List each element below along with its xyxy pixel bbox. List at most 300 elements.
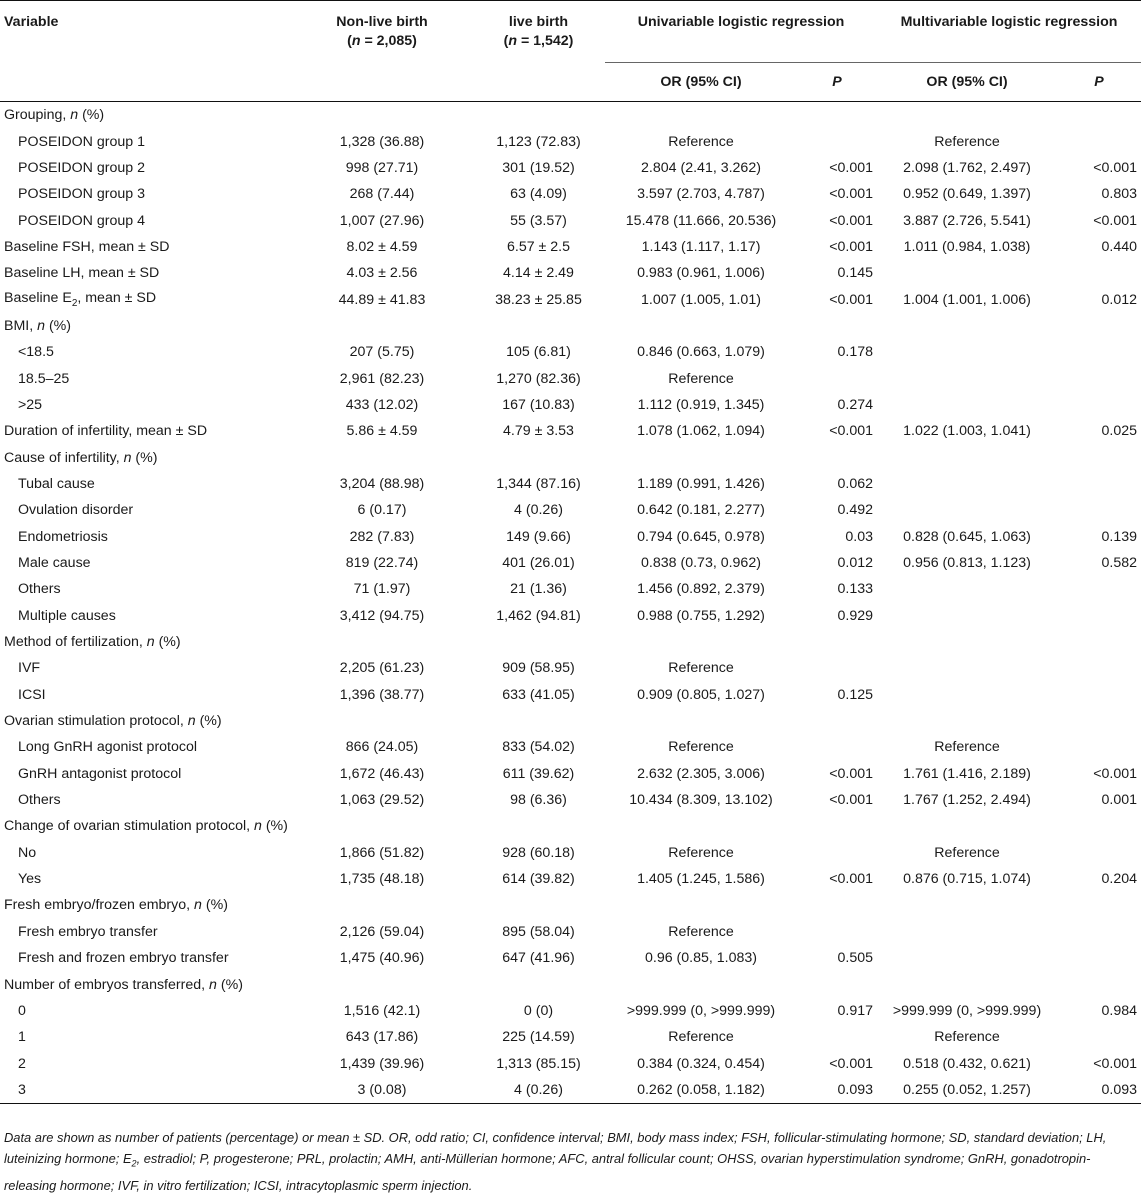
table-row [0,471,1141,497]
table-row [0,418,1141,444]
live-cell: 4.79 ± 3.53 [503,423,574,440]
nonlive-cell: 1,866 (51.82) [339,844,425,861]
row-label: Grouping, n (%) [4,107,105,124]
live-cell: 895 (58.04) [502,923,575,940]
multi-or-cell [877,392,1057,418]
multi-or-cell: Reference [934,844,1000,861]
uni-p-cell: 0.505 [837,950,874,967]
uni-p-cell: <0.001 [829,212,874,229]
row-label: Fresh embryo transfer [18,923,158,940]
row-label: Number of embryos transferred, n (%) [4,976,243,993]
live-cell: 149 (9.66) [506,528,571,545]
nonlive-cell: 1,475 (40.96) [339,950,425,967]
table-row [0,919,1141,945]
live-cell [472,892,605,918]
header-univariable: Univariable logistic regression [605,1,877,63]
nonlive-cell: 1,439 (39.96) [339,1055,425,1072]
table-row [0,840,1141,866]
live-cell: 909 (58.95) [502,660,575,677]
multi-p-cell: 0.025 [1101,423,1138,440]
table-row [0,524,1141,550]
multi-p-cell: <0.001 [1093,159,1138,176]
multi-or-cell: 1.761 (1.416, 2.189) [903,765,1031,782]
live-cell: 105 (6.81) [506,344,571,361]
table-row [0,207,1141,233]
multi-p-cell [1057,392,1141,418]
row-label: Baseline FSH, mean ± SD [4,238,170,255]
multi-p-cell [1057,919,1141,945]
row-label: Ovarian stimulation protocol, n (%) [4,713,222,730]
uni-or-cell: 2.804 (2.41, 3.262) [641,159,761,176]
multi-p-cell [1057,813,1141,839]
header-nonlive [292,1,472,102]
uni-or-cell: Reference [668,660,734,677]
uni-p-cell: <0.001 [829,186,874,203]
live-cell: 833 (54.02) [502,739,575,756]
multi-or-cell: Reference [934,1029,1000,1046]
live-cell: 225 (14.59) [502,1029,575,1046]
uni-or-cell: Reference [668,739,734,756]
multi-p-cell [1057,128,1141,154]
uni-or-cell: 1.112 (0.919, 1.345) [637,396,765,413]
uni-p-cell: 0.929 [837,607,874,624]
table-footnote [4,1127,1138,1196]
header-nonlive-label: Non-live birth [336,14,428,30]
row-label: Baseline $E_2$, mean ± SD [4,290,157,309]
table-row [0,155,1141,181]
uni-p-cell [797,734,877,760]
uni-or-cell: 10.434 (8.309, 13.102) [629,792,773,809]
row-label: POSEIDON group 2 [18,159,145,176]
live-cell: 63 (4.09) [510,186,567,203]
multi-p-cell: 0.204 [1101,871,1138,888]
multi-p-cell [1057,102,1141,129]
multi-p-cell [1057,971,1141,997]
multi-or-cell [877,971,1057,997]
table-row [0,392,1141,418]
uni-p-cell: 0.178 [837,344,874,361]
row-label: Duration of infertility, mean ± SD [4,423,208,440]
uni-or-cell: Reference [668,1029,734,1046]
multi-p-cell [1057,313,1141,339]
live-cell: 21 (1.36) [510,581,567,598]
row-label: Tubal cause [18,475,95,492]
header-multivariable: Multivariable logistic regression [877,1,1141,63]
uni-p-cell: 0.125 [837,686,874,703]
live-cell: 614 (39.82) [502,871,575,888]
uni-p-cell [797,1024,877,1050]
multi-p-cell [1057,576,1141,602]
uni-p-cell: 0.917 [837,1002,874,1019]
table-row [0,813,1141,839]
nonlive-cell: 1,007 (27.96) [339,212,425,229]
uni-p-cell [797,365,877,391]
uni-or-cell [605,102,797,129]
multi-p-cell [1057,471,1141,497]
table-row [0,708,1141,734]
live-cell: 6.57 ± 2.5 [506,238,570,255]
multi-p-cell [1057,603,1141,629]
uni-or-cell [605,813,797,839]
row-label: 2 [18,1055,26,1072]
table-row [0,576,1141,602]
multi-or-cell [877,339,1057,365]
row-label: ICSI [18,686,46,703]
header-live [472,1,605,102]
row-label: Change of ovarian stimulation protocol, n (%) [4,818,288,835]
live-cell: 301 (19.52) [502,159,575,176]
table-row [0,945,1141,971]
multi-p-cell [1057,1024,1141,1050]
row-label: <18.5 [18,344,54,361]
multi-or-cell [877,682,1057,708]
uni-or-cell: 0.983 (0.961, 1.006) [637,265,765,282]
multi-or-cell: 0.876 (0.715, 1.074) [903,871,1031,888]
uni-or-cell: 15.478 (11.666, 20.536) [625,212,777,229]
multi-or-cell: 0.828 (0.645, 1.063) [903,528,1031,545]
table-row [0,629,1141,655]
multi-or-cell [877,102,1057,129]
nonlive-cell: 4.03 ± 2.56 [346,265,418,282]
nonlive-cell: 1,063 (29.52) [339,792,425,809]
uni-or-cell: 0.262 (0.058, 1.182) [605,1077,797,1104]
header-multi-p: P [1057,63,1141,102]
table-row [0,286,1141,312]
nonlive-cell: 282 (7.83) [349,528,415,545]
row-label: POSEIDON group 3 [18,186,145,203]
nonlive-cell [292,708,472,734]
table-row [0,1077,1141,1104]
multi-or-cell [877,919,1057,945]
multi-p-cell: <0.001 [1093,212,1138,229]
row-label: Endometriosis [18,528,108,545]
multi-or-cell: 1.011 (0.984, 1.038) [903,238,1031,255]
multi-p-cell: <0.001 [1093,765,1138,782]
uni-or-cell [605,971,797,997]
table-row [0,734,1141,760]
multi-p-cell [1057,945,1141,971]
uni-p-cell: <0.001 [829,423,874,440]
row-label: Others [18,792,61,809]
multi-p-cell: 0.012 [1101,291,1138,308]
multi-or-cell [877,629,1057,655]
live-cell: 1,462 (94.81) [496,607,581,624]
uni-or-cell: Reference [668,133,734,150]
table-row [0,339,1141,365]
uni-p-cell: 0.012 [837,555,874,572]
multi-or-cell [877,576,1057,602]
live-cell: 38.23 ± 25.85 [495,291,582,308]
table-row [0,971,1141,997]
uni-or-cell: 0.642 (0.181, 2.277) [637,502,765,519]
nonlive-cell: 8.02 ± 4.59 [346,238,418,255]
row-label: Fresh embryo/frozen embryo, n (%) [4,897,228,914]
uni-p-cell: 0.062 [837,475,874,492]
multi-or-cell: 0.952 (0.649, 1.397) [903,186,1031,203]
header-uni-p: P [797,63,877,102]
uni-p-cell [797,313,877,339]
table-row [0,260,1141,286]
multi-or-cell [877,708,1057,734]
table-row [0,787,1141,813]
live-cell [472,444,605,470]
uni-or-cell: 1.007 (1.005, 1.01) [641,291,761,308]
nonlive-cell [292,444,472,470]
uni-p-cell: <0.001 [829,792,874,809]
table-row [0,998,1141,1024]
multi-or-cell: 3.887 (2.726, 5.541) [903,212,1031,229]
table-row [0,550,1141,576]
live-cell: 98 (6.36) [510,792,567,809]
nonlive-cell: 433 (12.02) [345,396,419,413]
uni-or-cell: 1.405 (1.245, 1.586) [637,871,765,888]
multi-or-cell [877,497,1057,523]
row-label: Ovulation disorder [18,502,134,519]
row-label: POSEIDON group 1 [18,133,145,150]
table-row [0,1050,1141,1076]
nonlive-cell: 44.89 ± 41.83 [338,291,426,308]
row-label: Male cause [18,555,91,572]
uni-p-cell [797,708,877,734]
nonlive-cell: 6 (0.17) [357,502,407,519]
uni-or-cell: 1.189 (0.991, 1.426) [637,475,765,492]
nonlive-cell: 207 (5.75) [349,344,415,361]
row-label: BMI, n (%) [4,317,72,334]
live-cell [472,629,605,655]
uni-p-cell [797,892,877,918]
multi-or-cell [877,313,1057,339]
multi-p-cell [1057,444,1141,470]
multi-p-cell [1057,734,1141,760]
live-cell: 55 (3.57) [510,212,567,229]
table-row [0,655,1141,681]
multi-p-cell [1057,365,1141,391]
multi-or-cell [877,471,1057,497]
uni-or-cell: 1.143 (1.117, 1.17) [641,238,761,255]
live-cell: 4 (0.26) [472,1077,605,1104]
multi-or-cell: 0.518 (0.432, 0.621) [903,1055,1031,1072]
row-label: 3 [0,1077,292,1104]
live-cell [472,971,605,997]
multi-p-cell: 0.803 [1101,186,1138,203]
nonlive-cell: 1,672 (46.43) [339,765,425,782]
nonlive-cell: 2,205 (61.23) [339,660,425,677]
uni-p-cell: <0.001 [829,871,874,888]
multi-or-cell: 1.022 (1.003, 1.041) [903,423,1031,440]
multi-p-cell: <0.001 [1093,1055,1138,1072]
header-multi-or: OR (95% CI) [877,63,1057,102]
multi-or-cell [877,603,1057,629]
row-label: Fresh and frozen embryo transfer [18,950,229,967]
header-live-label: live birth [508,14,569,30]
uni-p-cell: 0.145 [837,265,874,282]
multi-p-cell: 0.093 [1057,1077,1141,1104]
live-cell: 1,313 (85.15) [496,1055,581,1072]
nonlive-cell [292,313,472,339]
uni-or-cell [605,313,797,339]
table-row [0,128,1141,154]
table-row [0,313,1141,339]
nonlive-cell: 1,396 (38.77) [339,686,425,703]
nonlive-cell: 5.86 ± 4.59 [346,423,418,440]
row-label: IVF [18,660,41,677]
multi-p-cell [1057,840,1141,866]
live-cell: 401 (26.01) [502,555,575,572]
multi-p-cell [1057,260,1141,286]
nonlive-cell: 71 (1.97) [353,581,411,598]
row-label: Multiple causes [18,607,116,624]
footnote-text: Data are shown as number of patients (percentage) or mean ± SD. OR, odd ratio; CI, confidence interval; BMI, body mass index; FSH, follicular-stimulating hormone; SD, standard deviation; LH, luteinizing hormone; $E_2$, estradiol; P, progesterone; PRL, prolactin; AMH, anti-Müllerian hormone; AFC, antral follicular count; OHSS, ovarian hyperstimulation syndrome; GnRH, gonadotropin-releasing hormone; IVF, in vitro fertilization; ICSI, intracytoplasmic sperm injection. [4,1130,1107,1193]
uni-p-cell: 0.492 [837,502,874,519]
table-row [0,444,1141,470]
live-cell: 1,270 (82.36) [496,370,581,387]
multi-p-cell [1057,497,1141,523]
table-row [0,603,1141,629]
multi-p-cell: 0.582 [1101,555,1138,572]
nonlive-cell: 2,126 (59.04) [339,923,425,940]
table-row [0,365,1141,391]
uni-p-cell [797,444,877,470]
table-row [0,1024,1141,1050]
uni-or-cell: 1.078 (1.062, 1.094) [637,423,765,440]
uni-or-cell: 0.96 (0.85, 1.083) [644,950,757,967]
uni-or-cell [605,892,797,918]
row-label: Cause of infertility, n (%) [4,449,158,466]
multi-p-cell [1057,708,1141,734]
header-uni-or: OR (95% CI) [605,63,797,102]
row-label: 0 [18,1002,26,1019]
table-row [0,761,1141,787]
row-label: >25 [18,396,43,413]
table-row [0,682,1141,708]
multi-or-cell: 2.098 (1.762, 2.497) [903,159,1031,176]
uni-or-cell [605,629,797,655]
multi-p-cell [1057,682,1141,708]
row-label: No [18,844,37,861]
live-cell: 647 (41.96) [502,950,575,967]
uni-or-cell: Reference [668,844,734,861]
uni-or-cell [605,708,797,734]
row-label: Long GnRH agonist protocol [18,739,198,756]
uni-p-cell: <0.001 [829,765,874,782]
uni-p-cell: 0.03 [845,528,874,545]
uni-p-cell: <0.001 [829,291,874,308]
table-row [0,892,1141,918]
row-label: Others [18,581,61,598]
header-nonlive-n: (n = 2,085) [347,33,417,49]
multi-p-cell: 0.984 [1101,1002,1138,1019]
nonlive-cell: 1,735 (48.18) [339,871,425,888]
nonlive-cell: 819 (22.74) [345,555,419,572]
multi-or-cell: Reference [934,739,1000,756]
nonlive-cell [292,629,472,655]
table-row [0,102,1141,129]
row-label: 18.5–25 [18,370,70,387]
nonlive-cell: 998 (27.71) [345,159,419,176]
nonlive-cell [292,102,472,129]
live-cell [472,708,605,734]
nonlive-cell: 1,516 (42.1) [343,1002,421,1019]
multi-or-cell [877,365,1057,391]
multi-p-cell [1057,629,1141,655]
uni-p-cell: 0.133 [837,581,874,598]
multi-or-cell: 1.004 (1.001, 1.006) [903,291,1031,308]
uni-or-cell: 0.384 (0.324, 0.454) [637,1055,765,1072]
multi-or-cell [877,444,1057,470]
table-row [0,866,1141,892]
nonlive-cell: 3,204 (88.98) [339,475,425,492]
uni-or-cell: 1.456 (0.892, 2.379) [637,581,765,598]
live-cell: 167 (10.83) [502,396,575,413]
uni-p-cell: <0.001 [829,159,874,176]
multi-or-cell [877,260,1057,286]
nonlive-cell: 268 (7.44) [349,186,415,203]
row-label: Baseline LH, mean ± SD [4,265,160,282]
uni-p-cell [797,655,877,681]
header-variable: Variable [0,1,292,102]
uni-p-cell: <0.001 [829,238,874,255]
live-cell: 633 (41.05) [502,686,575,703]
uni-or-cell: 0.909 (0.805, 1.027) [637,686,765,703]
uni-p-cell [797,102,877,129]
header-live-n: (n = 1,542) [503,33,574,49]
uni-or-cell: Reference [668,923,734,940]
row-label: Yes [18,871,42,888]
row-label: 1 [18,1029,26,1046]
multi-p-cell [1057,892,1141,918]
nonlive-cell: 866 (24.05) [345,739,419,756]
table-row [0,234,1141,260]
table-body [0,102,1141,1104]
uni-p-cell [797,128,877,154]
uni-p-cell [797,629,877,655]
nonlive-cell: 3,412 (94.75) [339,607,425,624]
uni-or-cell: 0.838 (0.73, 0.962) [641,555,761,572]
nonlive-cell [292,813,472,839]
live-cell: 928 (60.18) [502,844,575,861]
nonlive-cell: 643 (17.86) [345,1029,419,1046]
multi-p-cell [1057,339,1141,365]
nonlive-cell: 3 (0.08) [292,1077,472,1104]
row-label: GnRH antagonist protocol [18,765,182,782]
uni-or-cell: 3.597 (2.703, 4.787) [637,186,765,203]
multi-p-cell: 0.440 [1101,238,1138,255]
live-cell: 0 (0) [523,1002,554,1019]
multi-or-cell [877,892,1057,918]
uni-p-cell [797,840,877,866]
multi-or-cell [877,945,1057,971]
uni-p-cell [797,919,877,945]
live-cell: 4.14 ± 2.49 [503,265,574,282]
multi-or-cell: 0.255 (0.052, 1.257) [877,1077,1057,1104]
multi-or-cell: 1.767 (1.252, 2.494) [903,792,1031,809]
live-cell [472,102,605,129]
live-cell: 4 (0.26) [514,502,563,519]
row-label: Method of fertilization, n (%) [4,634,181,651]
nonlive-cell [292,971,472,997]
nonlive-cell: 1,328 (36.88) [339,133,425,150]
nonlive-cell: 2,961 (82.23) [339,370,425,387]
live-cell: 1,344 (87.16) [496,475,581,492]
multi-or-cell: >999.999 (0, >999.999) [892,1002,1042,1019]
multi-p-cell [1057,655,1141,681]
row-label: POSEIDON group 4 [18,212,145,229]
uni-or-cell: 0.988 (0.755, 1.292) [637,607,765,624]
live-cell: 611 (39.62) [502,765,575,782]
multi-p-cell: 0.139 [1101,528,1138,545]
multi-or-cell: Reference [934,133,1000,150]
live-cell [472,813,605,839]
